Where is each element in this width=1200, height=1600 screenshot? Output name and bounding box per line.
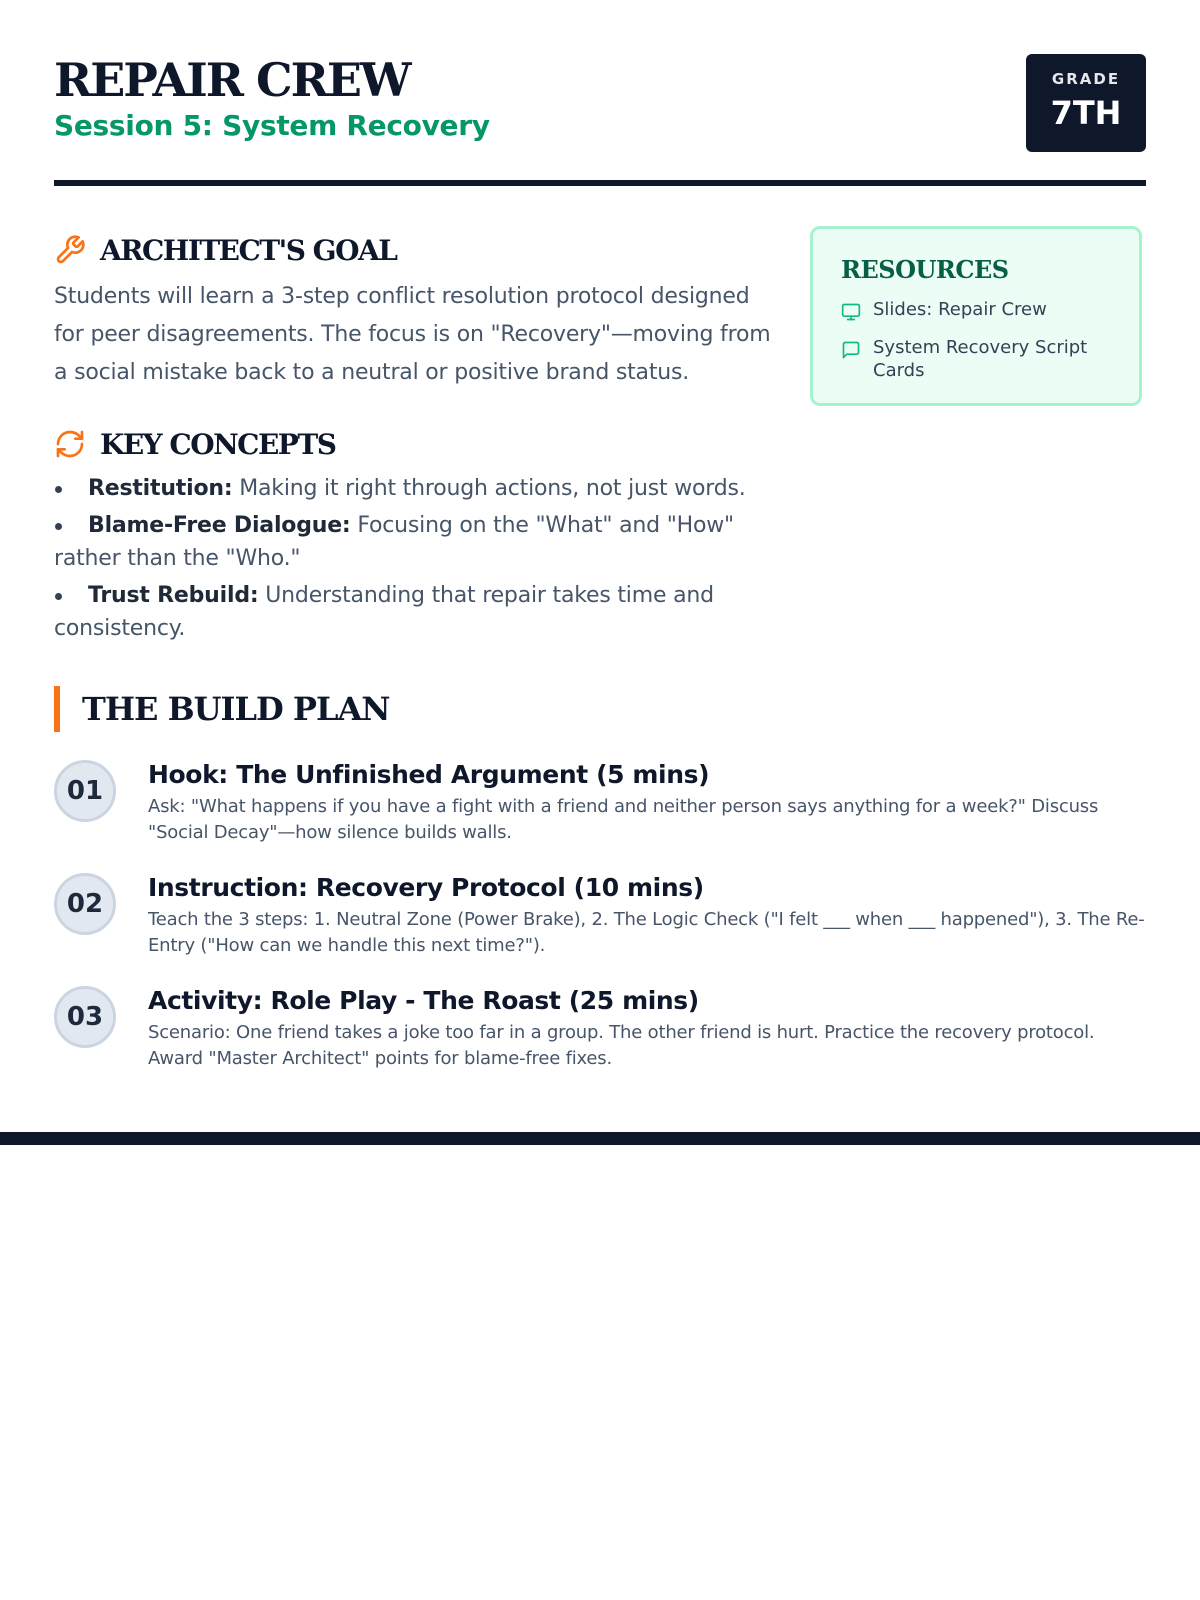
goal-heading: ARCHITECT'S GOAL [100, 233, 397, 267]
concept-text: Making it right through actions, not just words. [239, 476, 746, 501]
list-item [54, 579, 774, 645]
step-description: Ask: "What happens if you have a fight with a friend and neither person says anything for a week?" Discuss "Social Decay"—how silence builds walls. [148, 796, 1099, 843]
resources-box [810, 226, 1142, 406]
refresh-icon [54, 428, 86, 460]
step-description: Teach the 3 steps: 1. Neutral Zone (Power Brake), 2. The Logic Check ("I felt ___ when ___ happened"), 3. The Re-Entry ("How can we handle this next time?"). [148, 909, 1145, 956]
build-plan-heading-row [54, 686, 390, 732]
step-description: Scenario: One friend takes a joke too far in a group. The other friend is hurt. Practice the recovery protocol. Award "Master Architect" points for blame-free fixes. [148, 1022, 1095, 1069]
wrench-icon [54, 234, 86, 266]
goal-heading-row [54, 228, 774, 272]
step-body [148, 758, 1146, 846]
concepts-heading: KEY CONCEPTS [100, 427, 336, 461]
header-divider [54, 180, 1146, 186]
accent-bar [54, 686, 60, 732]
concept-term: Blame-Free Dialogue: [88, 513, 351, 538]
concepts-section [54, 422, 774, 645]
grade-badge [1026, 54, 1146, 152]
speech-bubble-icon [841, 340, 861, 360]
grade-label: GRADE [1051, 70, 1121, 88]
build-plan-heading: THE BUILD PLAN [82, 690, 390, 728]
concept-text: Focusing on the "What" and "How" rather than the "Who." [54, 513, 734, 571]
step-title: Activity: Role Play - The Roast (25 mins) [148, 986, 699, 1015]
step-item [54, 984, 1146, 1097]
step-body [148, 871, 1146, 959]
resource-item[interactable] [841, 336, 1113, 382]
resource-label: Slides: Repair Crew [873, 299, 1047, 320]
concepts-heading-row [54, 422, 774, 466]
page-header [54, 52, 1146, 152]
resources-heading: RESOURCES [841, 255, 1009, 284]
concept-term: Restitution: [88, 476, 233, 501]
step-title: Instruction: Recovery Protocol (10 mins) [148, 873, 704, 902]
grade-value: 7TH [1050, 94, 1122, 132]
list-item [54, 472, 774, 505]
resource-label: System Recovery Script Cards [873, 337, 1088, 381]
footer-divider [0, 1132, 1200, 1145]
resource-item[interactable] [841, 298, 1113, 322]
session-subtitle: Session 5: System Recovery [54, 109, 490, 142]
step-title: Hook: The Unfinished Argument (5 mins) [148, 760, 710, 789]
goal-text: Students will learn a 3-step conflict resolution protocol designed for peer disagreements. The focus is on "Recovery"—moving from a social mistake back to a neutral or positive brand status. [54, 284, 771, 385]
step-number: 02 [54, 873, 116, 935]
step-number: 01 [54, 760, 116, 822]
concept-term: Trust Rebuild: [88, 583, 259, 608]
concept-text: Understanding that repair takes time and consistency. [54, 583, 714, 641]
monitor-icon [841, 302, 861, 322]
goal-section [54, 228, 774, 392]
step-item [54, 758, 1146, 871]
step-item [54, 871, 1146, 984]
build-plan-steps [54, 758, 1146, 1097]
left-column [54, 228, 774, 649]
step-number: 03 [54, 986, 116, 1048]
page-title: REPAIR CREW [54, 53, 410, 107]
concepts-list [54, 472, 774, 645]
step-body [148, 984, 1146, 1072]
list-item [54, 509, 774, 575]
